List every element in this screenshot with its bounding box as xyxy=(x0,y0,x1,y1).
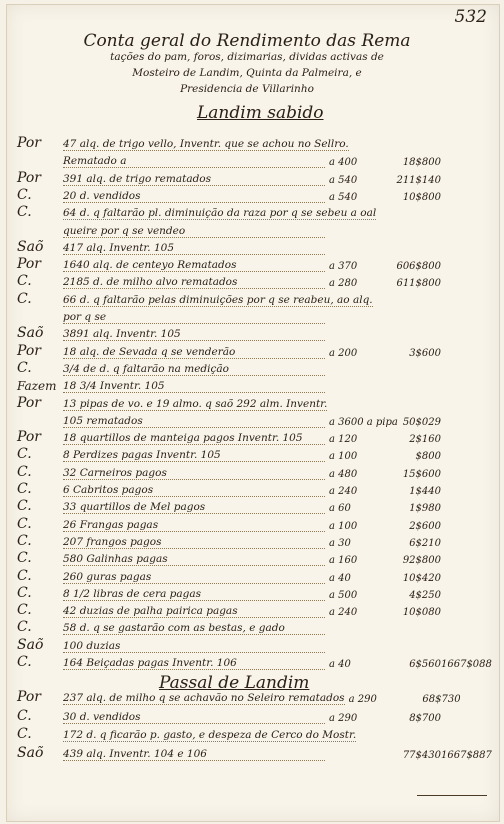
line-description: 3/4 de d. q faltarão na medição xyxy=(63,363,325,376)
line-description: 66 d. q faltarão pelas diminuições por q se reabeu, ao alq. xyxy=(63,293,373,306)
line-value: 3$600 xyxy=(409,347,441,359)
line-description: 580 Galinhas pagas xyxy=(63,553,325,566)
line-description: 26 Frangas pagas xyxy=(63,519,325,532)
line-value: 1$440 xyxy=(409,486,441,497)
line-label: C. xyxy=(17,726,32,742)
line-value: 18$800 xyxy=(402,157,441,169)
line-label: Por xyxy=(17,256,41,273)
line-label: C. xyxy=(17,602,32,619)
line-rate: a 400 xyxy=(329,157,358,169)
title-line-4: Presidencia de Villarinho xyxy=(180,83,314,95)
line-rate: a 60 xyxy=(329,503,351,515)
line-value: $800 xyxy=(415,451,441,463)
line-description: 20 d. vendidos xyxy=(63,190,325,203)
line-description: 417 alq. Inventr. 105 xyxy=(63,242,325,255)
line-rate: a 100 xyxy=(329,520,358,532)
line-label: Saõ xyxy=(17,325,44,342)
line-description: 3891 alq. Inventr. 105 xyxy=(63,328,325,341)
line-description: 105 rematados xyxy=(63,415,325,428)
ledger-line xyxy=(17,202,491,220)
line-rate: a 40 xyxy=(329,659,351,670)
line-description: 18 3/4 Inventr. 105 xyxy=(63,380,325,393)
line-description: 207 frangos pagos xyxy=(63,536,325,549)
ledger-line xyxy=(17,706,491,724)
line-description: 260 guras pagas xyxy=(63,571,325,584)
title-line-1: Conta geral do Rendimento das Rema xyxy=(83,31,411,51)
ledger-line xyxy=(17,566,491,584)
ledger-line xyxy=(17,496,491,514)
line-label: Por xyxy=(17,689,41,705)
line-label: C. xyxy=(17,567,32,584)
ledger-line xyxy=(17,393,491,411)
line-label: C. xyxy=(17,532,32,549)
ledger-line xyxy=(17,220,491,238)
line-description: 391 alq. de trigo rematados xyxy=(63,173,325,186)
line-label: Saõ xyxy=(17,636,44,653)
line-label: Por xyxy=(17,429,41,446)
line-description: 439 alq. Inventr. 104 e 106 xyxy=(63,748,325,761)
line-label: C. xyxy=(17,619,32,636)
line-description: 64 d. q faltarão pl. diminuição da raza por q se sebeu a oal xyxy=(63,207,377,220)
line-description: 13 pipas de vo. e 19 almo. q saõ 292 alm. Inventr. xyxy=(63,397,328,410)
line-description: 58 d. q se gastarão com as bestas, e gado xyxy=(63,622,325,635)
line-description: 2185 d. de milho alvo rematados xyxy=(63,276,325,289)
line-label: C. xyxy=(17,707,32,724)
title-line-2: tações do pam, foros, dizimarias, dividas activas de xyxy=(110,51,384,63)
line-description: 33 quartillos de Mel pagos xyxy=(63,501,325,514)
ledger-line xyxy=(17,237,491,255)
line-description: 47 alq. de trigo vello, Inventr. que se achou no Sellro. xyxy=(63,138,349,150)
title-line-3: Mosteiro de Landim, Quinta da Palmeira, e xyxy=(132,67,362,79)
line-value: 6$210 xyxy=(409,537,441,549)
line-description: 18 alq. de Sevada q se venderão xyxy=(63,346,325,359)
line-label: C. xyxy=(17,359,32,376)
line-description: 100 duzias xyxy=(63,640,325,653)
line-value: 6$560 xyxy=(409,659,441,670)
line-label: Por xyxy=(17,135,41,151)
ledger-line xyxy=(17,168,491,186)
line-value: 77$430 xyxy=(402,749,441,761)
line-rate: a 240 xyxy=(329,607,358,619)
ledger-line xyxy=(17,358,491,376)
ledger-line xyxy=(17,427,491,445)
section-heading-passal-de-landim: Passal de Landim xyxy=(159,673,310,693)
line-value: 10$080 xyxy=(402,607,441,619)
line-rate: a 480 xyxy=(329,468,358,480)
ledger-line xyxy=(17,600,491,618)
total-underline xyxy=(417,795,487,796)
line-rate: a 290 xyxy=(329,712,358,724)
line-description: 237 alq. de milho q se achavão no Seleiro rematados xyxy=(63,692,345,704)
line-label: Por xyxy=(17,169,41,186)
ledger-line xyxy=(17,531,491,549)
line-rate: a 240 xyxy=(329,486,358,497)
ledger-line xyxy=(17,583,491,601)
line-rate: a 100 xyxy=(329,451,358,463)
ledger-line xyxy=(17,341,491,359)
line-value: 68$730 xyxy=(422,694,461,705)
line-label: Saõ xyxy=(17,238,44,255)
ledger-line xyxy=(17,271,491,289)
line-description: 18 quartillos de manteiga pagos Inventr. 105 xyxy=(63,432,325,445)
ledger-line xyxy=(17,687,491,705)
manuscript-page xyxy=(6,4,500,822)
ledger-line xyxy=(17,323,491,341)
line-rate: a 30 xyxy=(329,537,351,549)
ledger-line xyxy=(17,375,491,393)
ledger-line xyxy=(17,254,491,272)
document-title xyxy=(77,33,417,97)
section-heading-landim-sabido: Landim sabido xyxy=(197,103,324,123)
line-total: 1667$088 xyxy=(441,659,492,670)
line-description: 172 d. q ficarão p. gasto, e despeza de Cerco do Mostr. xyxy=(63,729,357,741)
ledger-line xyxy=(17,133,491,151)
line-rate: a 540 xyxy=(329,174,358,186)
line-rate: a 500 xyxy=(329,589,358,601)
line-label: C. xyxy=(17,446,32,463)
ledger-line xyxy=(17,743,491,761)
line-value: 4$250 xyxy=(409,589,441,601)
line-rate: a 370 xyxy=(329,261,358,273)
line-value: 1$980 xyxy=(409,503,441,515)
line-description: 42 duzias de palha pairica pagas xyxy=(63,605,325,618)
page-number: 532 xyxy=(454,7,487,27)
line-label: C. xyxy=(17,186,32,203)
line-value: 2$600 xyxy=(409,520,441,532)
line-label: C. xyxy=(17,654,32,670)
ledger-line xyxy=(17,652,491,670)
line-label: C. xyxy=(17,550,32,567)
ledger-line xyxy=(17,289,491,307)
line-label: Por xyxy=(17,394,41,411)
line-rate: a 160 xyxy=(329,555,358,567)
line-value: 10$420 xyxy=(402,572,441,584)
line-rate: a 120 xyxy=(329,434,358,446)
line-description: 30 d. vendidos xyxy=(63,711,325,724)
line-description: Rematado a xyxy=(63,155,325,168)
line-description: queire por q se vendeo xyxy=(63,225,325,238)
line-value: 611$800 xyxy=(396,278,441,290)
line-rate: a 280 xyxy=(329,278,358,290)
line-description: por q se xyxy=(63,311,325,324)
line-label: C. xyxy=(17,290,32,307)
ledger-line xyxy=(17,548,491,566)
line-description: 1640 alq. de centeyo Rematados xyxy=(63,259,325,272)
line-value: 211$140 xyxy=(396,174,441,186)
line-label: C. xyxy=(17,481,32,497)
line-value: 50$029 xyxy=(402,416,441,428)
line-total: 1667$887 xyxy=(441,749,492,761)
line-label: Por xyxy=(17,342,41,359)
ledger-line xyxy=(17,479,491,497)
line-description: 6 Cabritos pagos xyxy=(63,484,325,497)
ledger-line xyxy=(17,185,491,203)
line-rate: a 540 xyxy=(329,191,358,203)
line-value: 92$800 xyxy=(402,555,441,567)
line-rate: a 200 xyxy=(329,347,358,359)
ledger-line xyxy=(17,724,491,742)
line-description: 8 1/2 libras de cera pagas xyxy=(63,588,325,601)
line-label: C. xyxy=(17,584,32,601)
ledger-line xyxy=(17,635,491,653)
line-label: Saõ xyxy=(17,744,44,761)
ledger-line xyxy=(17,462,491,480)
line-value: 8$700 xyxy=(409,712,441,724)
line-description: 32 Carneiros pagos xyxy=(63,467,325,480)
line-rate: a 40 xyxy=(329,572,351,584)
line-label: C. xyxy=(17,204,32,221)
ledger-line xyxy=(17,306,491,324)
line-label: C. xyxy=(17,273,32,290)
ledger-line xyxy=(17,617,491,635)
line-value: 2$160 xyxy=(409,434,441,446)
ledger-line xyxy=(17,410,491,428)
line-rate: a 290 xyxy=(348,694,377,705)
line-value: 606$800 xyxy=(396,261,441,273)
line-label: C. xyxy=(17,515,32,532)
line-label: Fazem xyxy=(17,379,57,394)
ledger-line xyxy=(17,514,491,532)
ledger-line xyxy=(17,150,491,168)
line-rate: a 3600 a pipa xyxy=(329,416,398,428)
line-label: C. xyxy=(17,463,32,480)
line-value: 10$800 xyxy=(402,191,441,203)
line-label: C. xyxy=(17,498,32,515)
ledger-line xyxy=(17,444,491,462)
line-value: 15$600 xyxy=(402,468,441,480)
line-description: 8 Perdizes pagas Inventr. 105 xyxy=(63,449,325,462)
line-description: 164 Beiçadas pagas Inventr. 106 xyxy=(63,657,325,670)
